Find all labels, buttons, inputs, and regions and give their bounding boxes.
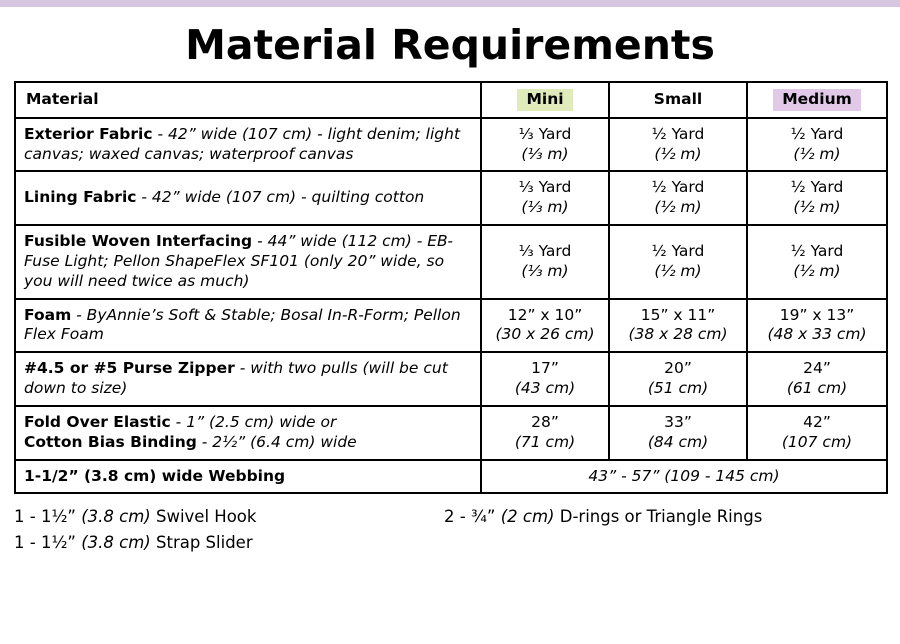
material-desc: - 42” wide (107 cm) - quilting cotton bbox=[136, 188, 425, 207]
notion-metric: (3.8 cm) bbox=[81, 507, 151, 527]
table-row bbox=[15, 118, 887, 172]
mini-value: 12” x 10” bbox=[507, 305, 583, 324]
material-cell bbox=[15, 118, 481, 172]
small-value-cell bbox=[609, 406, 747, 460]
material-desc-alt: - 2½” (6.4 cm) wide bbox=[196, 432, 357, 451]
mini-value-metric: (30 x 26 cm) bbox=[495, 325, 595, 344]
table-row bbox=[15, 406, 887, 460]
notion-name: D-rings or Triangle Rings bbox=[554, 507, 763, 527]
small-value-metric: (38 x 28 cm) bbox=[628, 325, 728, 344]
notion-qty: 1 - 1½” bbox=[14, 532, 82, 552]
material-desc: - 1” (2.5 cm) wide or bbox=[170, 412, 337, 431]
material-name: #4.5 or #5 Purse Zipper bbox=[24, 359, 235, 378]
material-name: Lining Fabric bbox=[24, 188, 137, 207]
small-value-metric: (½ m) bbox=[654, 261, 702, 280]
material-name-alt: Cotton Bias Binding bbox=[24, 432, 197, 451]
medium-value-cell bbox=[747, 171, 887, 225]
notion-item bbox=[444, 504, 886, 530]
material-name: Foam bbox=[24, 305, 72, 324]
column-header-small: Small bbox=[609, 82, 747, 118]
column-header-material: Material bbox=[15, 82, 481, 118]
medium-value-cell bbox=[747, 406, 887, 460]
notion-item bbox=[14, 504, 444, 530]
mini-value-metric: (⅓ m) bbox=[521, 261, 569, 280]
material-name: Fusible Woven Interfacing bbox=[24, 232, 253, 251]
medium-value: ½ Yard bbox=[790, 242, 844, 261]
medium-value-metric: (½ m) bbox=[793, 144, 841, 163]
small-value-cell bbox=[609, 225, 747, 298]
small-value-cell bbox=[609, 118, 747, 172]
small-value-metric: (½ m) bbox=[654, 198, 702, 217]
medium-value: ½ Yard bbox=[790, 124, 844, 143]
notion-metric: (2 cm) bbox=[500, 507, 555, 527]
table-row bbox=[15, 352, 887, 406]
small-value: 15” x 11” bbox=[640, 305, 716, 324]
webbing-label: 1-1/2” (3.8 cm) wide Webbing bbox=[15, 460, 481, 494]
mini-highlight: Mini bbox=[517, 89, 572, 111]
material-cell bbox=[15, 299, 481, 353]
notion-name: Strap Slider bbox=[150, 532, 253, 552]
small-value-cell bbox=[609, 352, 747, 406]
mini-value-metric: (⅓ m) bbox=[521, 144, 569, 163]
material-line-1 bbox=[24, 413, 472, 433]
material-cell bbox=[15, 225, 481, 298]
small-value: 33” bbox=[664, 412, 692, 431]
mini-value-metric: (71 cm) bbox=[514, 432, 576, 451]
table-header-row bbox=[15, 82, 887, 118]
page-title: Material Requirements bbox=[185, 21, 715, 69]
webbing-value: 43” - 57” (109 - 145 cm) bbox=[481, 460, 887, 494]
mini-value-metric: (43 cm) bbox=[514, 379, 576, 398]
footer-column-left bbox=[14, 504, 444, 555]
small-value: 20” bbox=[664, 359, 692, 378]
mini-value-cell bbox=[481, 299, 609, 353]
material-cell bbox=[15, 352, 481, 406]
small-value: ½ Yard bbox=[651, 242, 705, 261]
table-row bbox=[15, 225, 887, 298]
material-name: Exterior Fabric bbox=[24, 124, 153, 143]
material-cell bbox=[15, 171, 481, 225]
medium-value-cell bbox=[747, 225, 887, 298]
footer-notions bbox=[14, 504, 886, 555]
medium-value-metric: (½ m) bbox=[793, 261, 841, 280]
table-row bbox=[15, 171, 887, 225]
mini-value: 17” bbox=[531, 359, 559, 378]
table-row bbox=[15, 299, 887, 353]
material-desc: - 42” wide (107 cm) - light denim; light canvas; waxed canvas; waterproof canvas bbox=[24, 124, 461, 163]
medium-value-cell bbox=[747, 118, 887, 172]
notion-metric: (3.8 cm) bbox=[81, 532, 151, 552]
small-value-cell bbox=[609, 299, 747, 353]
mini-value-cell bbox=[481, 171, 609, 225]
notion-qty: 2 - ¾” bbox=[444, 507, 501, 527]
material-desc: - 44” wide (112 cm) - EB-Fuse Light; Pellon ShapeFlex SF101 (only 20” wide, so you will need twice as much) bbox=[24, 232, 453, 290]
small-value: ½ Yard bbox=[651, 124, 705, 143]
mini-value: ⅓ Yard bbox=[518, 242, 572, 261]
small-value-metric: (51 cm) bbox=[647, 379, 709, 398]
small-value-cell bbox=[609, 171, 747, 225]
column-header-mini bbox=[481, 82, 609, 118]
small-value-metric: (½ m) bbox=[654, 144, 702, 163]
material-desc: - ByAnnie’s Soft & Stable; Bosal In-R-Form; Pellon Flex Foam bbox=[24, 305, 461, 344]
medium-value-cell bbox=[747, 352, 887, 406]
footer-column-right bbox=[444, 504, 886, 555]
medium-value: 19” x 13” bbox=[779, 305, 855, 324]
notion-item bbox=[14, 530, 444, 556]
top-decorative-bar bbox=[0, 0, 900, 7]
table-row-webbing bbox=[15, 460, 887, 494]
mini-value-cell bbox=[481, 352, 609, 406]
medium-value-metric: (107 cm) bbox=[781, 432, 853, 451]
mini-value-cell bbox=[481, 225, 609, 298]
medium-value: ½ Yard bbox=[790, 178, 844, 197]
medium-value: 24” bbox=[803, 359, 831, 378]
mini-value: 28” bbox=[531, 412, 559, 431]
mini-value: ⅓ Yard bbox=[518, 124, 572, 143]
medium-value-metric: (61 cm) bbox=[786, 379, 848, 398]
mini-value-cell bbox=[481, 406, 609, 460]
mini-value: ⅓ Yard bbox=[518, 178, 572, 197]
notion-name: Swivel Hook bbox=[150, 507, 257, 527]
medium-value-metric: (½ m) bbox=[793, 198, 841, 217]
mini-value-metric: (⅓ m) bbox=[521, 198, 569, 217]
material-name: Fold Over Elastic bbox=[24, 412, 171, 431]
material-desc: - with two pulls (will be cut down to size) bbox=[24, 359, 448, 398]
notion-qty: 1 - 1½” bbox=[14, 507, 82, 527]
material-requirements-table bbox=[14, 81, 888, 494]
column-header-medium bbox=[747, 82, 887, 118]
medium-value-cell bbox=[747, 299, 887, 353]
medium-value-metric: (48 x 33 cm) bbox=[767, 325, 867, 344]
material-line-2 bbox=[24, 433, 472, 453]
material-cell bbox=[15, 406, 481, 460]
mini-value-cell bbox=[481, 118, 609, 172]
medium-value: 42” bbox=[803, 412, 831, 431]
small-value-metric: (84 cm) bbox=[647, 432, 709, 451]
small-value: ½ Yard bbox=[651, 178, 705, 197]
medium-highlight: Medium bbox=[773, 89, 861, 111]
